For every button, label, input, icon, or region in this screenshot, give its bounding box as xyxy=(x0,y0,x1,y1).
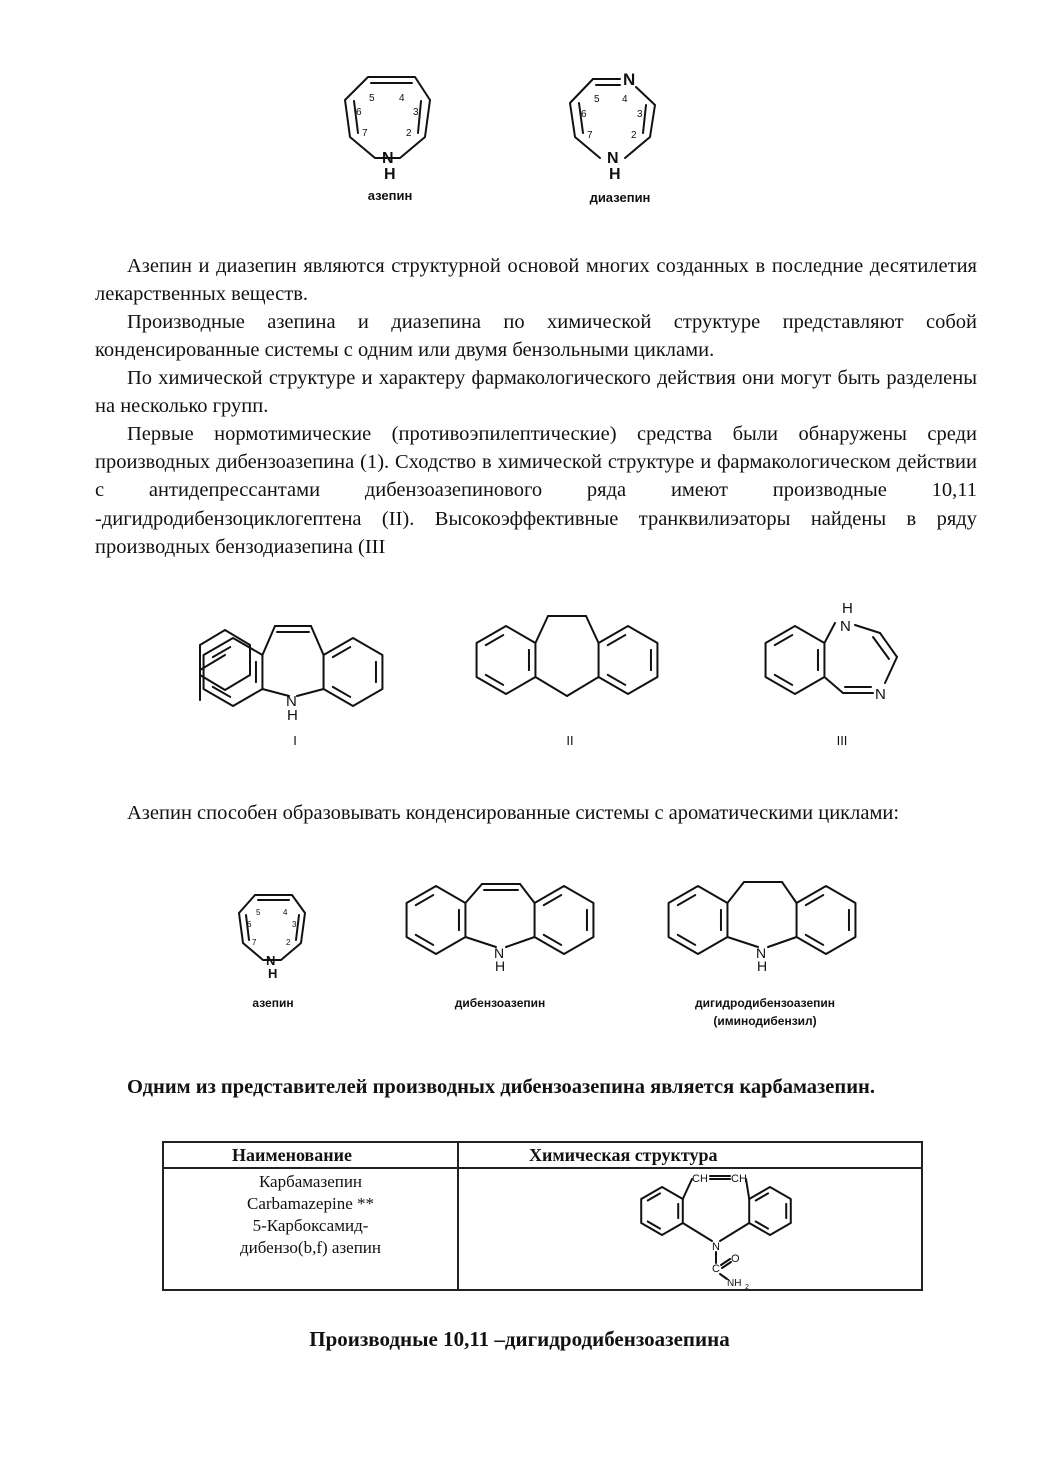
db-h: H xyxy=(495,958,506,974)
d-ring-num-7: 7 xyxy=(587,130,593,141)
dh-h: H xyxy=(757,958,768,974)
s-ring-num-3: 3 xyxy=(292,920,297,929)
dibenzazepine-caption: дибензоазепин xyxy=(454,996,546,1010)
ring-num-4: 4 xyxy=(399,93,405,104)
benzene-ring xyxy=(407,886,466,954)
bond-line xyxy=(683,1179,692,1199)
bond-line xyxy=(520,884,535,903)
azepine-structure-top xyxy=(335,65,445,190)
azepine-structure-small xyxy=(228,885,318,990)
cbz-ch1: CH xyxy=(692,1173,708,1185)
benzene-ring xyxy=(599,626,658,694)
bond-line xyxy=(567,677,599,696)
bond-line xyxy=(768,937,797,947)
bond-line xyxy=(885,657,897,683)
s-azepine-n: N xyxy=(266,953,276,968)
bond-line xyxy=(720,1223,749,1241)
bond-line xyxy=(586,616,599,643)
structure-cell xyxy=(458,1168,922,1290)
drug-name-cell xyxy=(163,1168,458,1290)
fig-I-h: H xyxy=(287,707,298,724)
cbz-nh: NH xyxy=(727,1278,742,1289)
bond-line xyxy=(311,626,324,655)
azepine-h-label: H xyxy=(384,166,396,183)
paragraph-fused: Азепин способен образовывать конденсированные системы с ароматическими циклами: xyxy=(127,802,900,824)
bond-line xyxy=(727,937,758,947)
diazepine-n-label: N xyxy=(607,150,619,167)
carbamazepine-structure xyxy=(634,1171,804,1289)
paragraph-4: Первые нормотимические (противоэпилептические) средства были обнаружены среди производных дибензоазепина (1). Сходство в химической структуре и фармакологическом действии с антидепрессантами дибензоазепинового ряда имеют производные 10,11 -дигидродибензоциклогептена (II). Высокоэффективные транквилиэаторы найдены в ряду производных бензодиазепина (III xyxy=(95,423,977,558)
dh-n: N xyxy=(756,945,767,961)
bond-line xyxy=(824,623,835,643)
bond-line xyxy=(782,882,797,903)
diazepine-structure-top xyxy=(560,65,670,190)
dibenzazepine-structure xyxy=(398,880,603,980)
benzene-ring xyxy=(749,1187,791,1235)
s-ring-num-2: 2 xyxy=(286,938,291,947)
fig-I-n: N xyxy=(286,693,297,710)
diazepine-caption-top: диазепин xyxy=(589,190,651,205)
section-title: Производные 10,11 –дигидродибензоазепина xyxy=(309,1327,730,1351)
label-I: I xyxy=(293,733,297,748)
dihydro-caption-2: (иминодибензил) xyxy=(713,1014,817,1028)
bond-line xyxy=(880,633,897,657)
table-header-row xyxy=(163,1142,922,1168)
bond-line xyxy=(855,625,880,633)
dihydrodibenzazepine-structure xyxy=(660,880,865,980)
d-ring-num-6: 6 xyxy=(581,109,587,120)
azepine-n-label: N xyxy=(382,150,394,167)
table-row xyxy=(163,1168,922,1290)
benzene-ring xyxy=(204,638,263,706)
fig-III-n4: N xyxy=(875,686,886,703)
paragraph-2: Производные азепина и диазепина по химической структуре представляют собой конденсированные системы с одним или двумя бензольными циклами. xyxy=(95,311,977,362)
bond-line xyxy=(465,884,482,903)
bond-line xyxy=(535,677,567,696)
s-ring-num-7: 7 xyxy=(252,938,257,947)
d-ring-num-4: 4 xyxy=(622,94,628,105)
cbz-n: N xyxy=(712,1241,720,1253)
benzene-ring xyxy=(669,886,728,954)
paragraph-1: Азепин и диазепин являются структурной основой многих созданных в последние десятилетия лекарственных веществ. xyxy=(95,255,977,306)
fig-III-h: H xyxy=(842,600,853,617)
figure-II xyxy=(468,612,668,722)
figure-I xyxy=(195,612,395,722)
s-ring-num-5: 5 xyxy=(256,908,261,917)
header-name: Наименование xyxy=(163,1142,458,1168)
bond-line xyxy=(506,937,535,947)
fig-III-n1: N xyxy=(840,618,851,635)
double-bond xyxy=(873,637,889,659)
ring-num-3: 3 xyxy=(413,107,419,118)
diazepine-n4-label: N xyxy=(623,70,636,89)
benzene-ring xyxy=(324,638,383,706)
cbz-o: O xyxy=(731,1253,740,1265)
diazepine-h-label: H xyxy=(609,166,621,183)
benzene-ring xyxy=(797,886,856,954)
carbamazepine-table xyxy=(162,1141,923,1291)
ring-num-5: 5 xyxy=(369,93,375,104)
drug-name-ru: Карбамазепин xyxy=(258,1172,363,1191)
cbz-ch2: CH xyxy=(731,1173,747,1185)
label-III: III xyxy=(836,733,848,748)
bond-line xyxy=(720,1274,727,1279)
figure-III xyxy=(755,595,915,715)
ring-num-7: 7 xyxy=(362,128,368,139)
benzene-ring xyxy=(477,626,536,694)
label-II: II xyxy=(566,733,574,748)
header-structure: Химическая структура xyxy=(458,1142,922,1168)
s-ring-num-6: 6 xyxy=(247,920,252,929)
db-n: N xyxy=(494,945,505,961)
drug-name-chem-1: 5-Карбоксамид- xyxy=(252,1216,369,1235)
benzene-ring xyxy=(535,886,594,954)
dihydro-caption: дигидродибензоазепин xyxy=(695,996,835,1010)
paragraph-carbamazepine: Одним из представителей производных дибензоазепина является карбамазепин. xyxy=(127,1076,875,1098)
cbz-c: C xyxy=(712,1263,720,1275)
bond-line xyxy=(297,689,324,696)
s-azepine-h: H xyxy=(268,966,278,981)
d-ring-num-5: 5 xyxy=(594,94,600,105)
bond-line xyxy=(683,1223,712,1241)
paragraph-3: По химической структуре и характеру фармакологического действия они могут быть разделены на несколько групп. xyxy=(95,367,977,418)
s-ring-num-4: 4 xyxy=(283,908,288,917)
ring-num-2: 2 xyxy=(406,128,412,139)
d-ring-num-2: 2 xyxy=(631,130,637,141)
ring-num-6: 6 xyxy=(356,107,362,118)
drug-name-chem-2: дибензо(b,f) азепин xyxy=(239,1238,381,1257)
d-ring-num-3: 3 xyxy=(637,109,643,120)
bond-line xyxy=(727,882,744,903)
bond-line xyxy=(535,616,548,643)
azepine-caption-fused: азепин xyxy=(252,996,294,1010)
azepine-caption-top: азепин xyxy=(367,188,413,203)
benzene-ring xyxy=(641,1187,683,1235)
cbz-nh2-sub: 2 xyxy=(745,1284,749,1291)
drug-name-en: Carbamazepine ** xyxy=(247,1194,374,1213)
bond-line xyxy=(824,677,843,693)
benzene-ring xyxy=(766,626,825,694)
bond-line xyxy=(465,937,496,947)
bond-line xyxy=(262,626,275,655)
bond-line xyxy=(746,1179,749,1199)
